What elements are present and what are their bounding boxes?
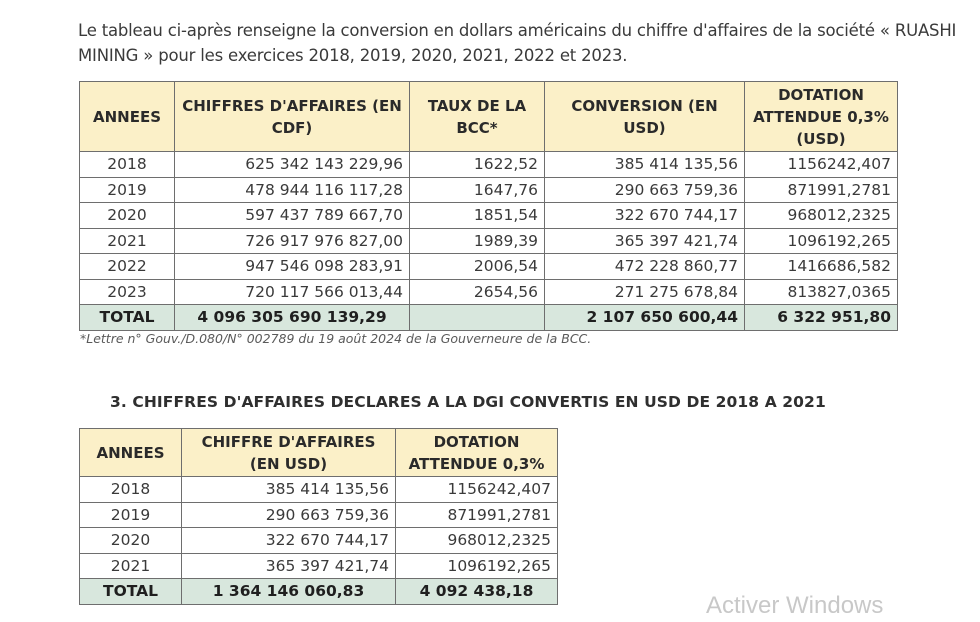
total-revenue-usd: 1 364 146 060,83 bbox=[182, 579, 396, 605]
table-row bbox=[80, 177, 898, 203]
dotation-cell: 1156242,407 bbox=[396, 477, 558, 503]
year-cell: 2022 bbox=[80, 254, 175, 280]
column-header: ANNEES bbox=[80, 82, 175, 152]
conversion-usd-cell: 472 228 860,77 bbox=[545, 254, 745, 280]
year-cell: 2020 bbox=[80, 528, 182, 554]
total-label: TOTAL bbox=[80, 579, 182, 605]
dotation-cell: 1156242,407 bbox=[745, 152, 898, 178]
dotation-cell: 1416686,582 bbox=[745, 254, 898, 280]
revenue-cdf-cell: 597 437 789 667,70 bbox=[175, 203, 410, 229]
rate-cell: 1647,76 bbox=[410, 177, 545, 203]
revenue-cdf-cell: 625 342 143 229,96 bbox=[175, 152, 410, 178]
rate-cell: 2654,56 bbox=[410, 279, 545, 305]
table-row bbox=[80, 228, 898, 254]
section-title: 3. CHIFFRES D'AFFAIRES DECLARES A LA DGI CONVERTIS EN USD DE 2018 A 2021 bbox=[110, 393, 826, 411]
dotation-cell: 1096192,265 bbox=[745, 228, 898, 254]
table-header-row bbox=[80, 429, 558, 477]
year-cell: 2023 bbox=[80, 279, 175, 305]
revenue-cdf-cell: 720 117 566 013,44 bbox=[175, 279, 410, 305]
column-header: CHIFFRE D'AFFAIRES (EN USD) bbox=[182, 429, 396, 477]
revenue-usd-cell: 365 397 421,74 bbox=[182, 553, 396, 579]
table-row bbox=[80, 203, 898, 229]
dotation-cell: 1096192,265 bbox=[396, 553, 558, 579]
revenue-usd-cell: 290 663 759,36 bbox=[182, 502, 396, 528]
revenue-usd-cell: 322 670 744,17 bbox=[182, 528, 396, 554]
table-row bbox=[80, 152, 898, 178]
conversion-usd-cell: 322 670 744,17 bbox=[545, 203, 745, 229]
table-row bbox=[80, 502, 558, 528]
intro-paragraph: Le tableau ci-après renseigne la conversion en dollars américains du chiffre d'affaires de la société « RUASHI MINING » pour les exercices 2018, 2019, 2020, 2021, 2022 et 2023. bbox=[78, 21, 957, 65]
year-cell: 2019 bbox=[80, 502, 182, 528]
conversion-table bbox=[79, 81, 898, 331]
total-row bbox=[80, 579, 558, 605]
activation-watermark: Activer Windows bbox=[706, 592, 884, 619]
column-header: DOTATION ATTENDUE 0,3% (USD) bbox=[745, 82, 898, 152]
table-row bbox=[80, 254, 898, 280]
total-row bbox=[80, 305, 898, 331]
footnote: *Lettre n° Gouv./D.080/N° 002789 du 19 août 2024 de la Gouverneure de la BCC. bbox=[80, 331, 592, 346]
conversion-usd-cell: 365 397 421,74 bbox=[545, 228, 745, 254]
revenue-cdf-cell: 947 546 098 283,91 bbox=[175, 254, 410, 280]
total-dotation: 4 092 438,18 bbox=[396, 579, 558, 605]
declared-revenue-table bbox=[79, 428, 558, 605]
year-cell: 2020 bbox=[80, 203, 175, 229]
year-cell: 2019 bbox=[80, 177, 175, 203]
table-row bbox=[80, 553, 558, 579]
total-conversion-usd: 2 107 650 600,44 bbox=[545, 305, 745, 331]
year-cell: 2021 bbox=[80, 228, 175, 254]
total-revenue-cdf: 4 096 305 690 139,29 bbox=[175, 305, 410, 331]
total-rate bbox=[410, 305, 545, 331]
column-header: CONVERSION (EN USD) bbox=[545, 82, 745, 152]
conversion-usd-cell: 385 414 135,56 bbox=[545, 152, 745, 178]
table-row bbox=[80, 279, 898, 305]
year-cell: 2021 bbox=[80, 553, 182, 579]
revenue-cdf-cell: 478 944 116 117,28 bbox=[175, 177, 410, 203]
total-label: TOTAL bbox=[80, 305, 175, 331]
rate-cell: 1989,39 bbox=[410, 228, 545, 254]
dotation-cell: 968012,2325 bbox=[745, 203, 898, 229]
dotation-cell: 813827,0365 bbox=[745, 279, 898, 305]
revenue-usd-cell: 385 414 135,56 bbox=[182, 477, 396, 503]
dotation-cell: 871991,2781 bbox=[745, 177, 898, 203]
table-header-row bbox=[80, 82, 898, 152]
revenue-cdf-cell: 726 917 976 827,00 bbox=[175, 228, 410, 254]
conversion-usd-cell: 271 275 678,84 bbox=[545, 279, 745, 305]
column-header: ANNEES bbox=[80, 429, 182, 477]
dotation-cell: 968012,2325 bbox=[396, 528, 558, 554]
rate-cell: 2006,54 bbox=[410, 254, 545, 280]
year-cell: 2018 bbox=[80, 477, 182, 503]
column-header: CHIFFRES D'AFFAIRES (EN CDF) bbox=[175, 82, 410, 152]
column-header: TAUX DE LA BCC* bbox=[410, 82, 545, 152]
rate-cell: 1622,52 bbox=[410, 152, 545, 178]
conversion-usd-cell: 290 663 759,36 bbox=[545, 177, 745, 203]
year-cell: 2018 bbox=[80, 152, 175, 178]
table-row bbox=[80, 477, 558, 503]
total-dotation: 6 322 951,80 bbox=[745, 305, 898, 331]
column-header: DOTATION ATTENDUE 0,3% bbox=[396, 429, 558, 477]
rate-cell: 1851,54 bbox=[410, 203, 545, 229]
dotation-cell: 871991,2781 bbox=[396, 502, 558, 528]
table-row bbox=[80, 528, 558, 554]
